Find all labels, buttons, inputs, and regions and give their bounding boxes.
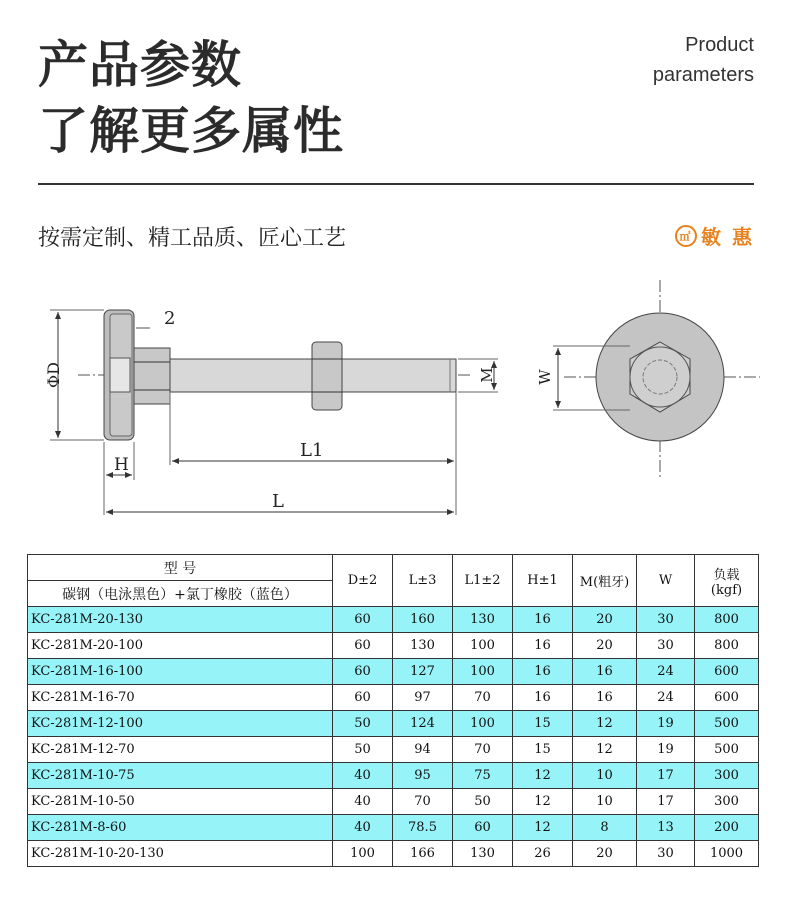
cell-w: 30 [637,841,695,867]
cell-d: 40 [333,763,393,789]
header-m: M(粗牙) [573,555,637,607]
cell-d: 60 [333,607,393,633]
cell-load: 800 [695,633,759,659]
cell-h: 16 [513,685,573,711]
english-title-line1: Product [685,34,754,56]
page-title: 产品参数 [38,36,242,94]
spec-table-body [28,607,759,867]
cell-l: 78.5 [393,815,453,841]
cell-d: 40 [333,789,393,815]
cell-l: 166 [393,841,453,867]
header-load [695,555,759,607]
header-model: 型 号 [28,555,333,581]
cell-model: KC-281M-20-100 [28,633,333,659]
m-label: M [478,367,496,383]
header-h: H±1 [513,555,573,607]
brand-logo [675,221,754,250]
cell-h: 16 [513,633,573,659]
cell-l1: 100 [453,633,513,659]
cell-l: 70 [393,789,453,815]
cell-d: 60 [333,659,393,685]
cell-m: 8 [573,815,637,841]
cell-m: 20 [573,633,637,659]
cell-l1: 130 [453,841,513,867]
cell-l1: 75 [453,763,513,789]
cell-l1: 70 [453,685,513,711]
cell-w: 17 [637,789,695,815]
cell-h: 26 [513,841,573,867]
table-row [28,633,759,659]
table-row [28,789,759,815]
w-label: W [536,369,554,385]
cell-d: 50 [333,737,393,763]
side-view [50,310,498,515]
header-d: D±2 [333,555,393,607]
cell-d: 60 [333,633,393,659]
cell-w: 30 [637,633,695,659]
cell-load: 800 [695,607,759,633]
cell-l: 130 [393,633,453,659]
cell-load: 200 [695,815,759,841]
h-label: H [114,455,129,475]
table-row [28,841,759,867]
cell-model: KC-281M-8-60 [28,815,333,841]
cell-h: 12 [513,815,573,841]
cell-l1: 130 [453,607,513,633]
header-w: W [637,555,695,607]
gap-label: 2 [164,308,176,329]
l1-label: L1 [300,440,324,461]
cell-d: 50 [333,711,393,737]
header-load-line1: 负载 [713,567,740,583]
header-l1: L1±2 [453,555,513,607]
table-row [28,607,759,633]
cell-load: 500 [695,737,759,763]
cell-model: KC-281M-10-50 [28,789,333,815]
cell-load: 300 [695,763,759,789]
header-l: L±3 [393,555,453,607]
cell-model: KC-281M-16-70 [28,685,333,711]
cell-load: 500 [695,711,759,737]
cell-l: 97 [393,685,453,711]
cell-d: 100 [333,841,393,867]
cell-d: 40 [333,815,393,841]
cell-l: 160 [393,607,453,633]
cell-l1: 60 [453,815,513,841]
cell-h: 12 [513,763,573,789]
table-row [28,737,759,763]
brand-logo-icon: ㎡ [675,225,697,247]
header-load-line2: (kgf) [710,582,743,598]
slogan: 按需定制、精工品质、匠心工艺 [38,226,347,251]
page-subtitle: 了解更多属性 [38,102,344,160]
cell-l: 124 [393,711,453,737]
header-material: 碳钢（电泳黑色）+氯丁橡胶（蓝色） [28,581,333,607]
cell-m: 16 [573,685,637,711]
cell-model: KC-281M-10-75 [28,763,333,789]
cell-w: 24 [637,659,695,685]
cell-m: 10 [573,763,637,789]
cell-l: 94 [393,737,453,763]
cell-h: 16 [513,659,573,685]
table-row [28,815,759,841]
cell-w: 24 [637,685,695,711]
technical-drawing [0,270,790,550]
end-view [553,280,760,480]
cell-load: 600 [695,659,759,685]
english-title [653,30,754,90]
cell-l1: 100 [453,711,513,737]
divider [38,183,754,185]
cell-load: 1000 [695,841,759,867]
table-row [28,763,759,789]
english-title-line2: parameters [652,64,754,86]
cell-w: 19 [637,711,695,737]
cell-l1: 100 [453,659,513,685]
phi-d-label: ΦD [44,362,63,388]
cell-load: 600 [695,685,759,711]
cell-m: 10 [573,789,637,815]
brand-name: 敏 惠 [701,225,754,249]
table-row [28,659,759,685]
cell-w: 17 [637,763,695,789]
l-label: L [272,491,284,512]
cell-h: 12 [513,789,573,815]
cell-w: 13 [637,815,695,841]
cell-m: 12 [573,711,637,737]
cell-model: KC-281M-12-70 [28,737,333,763]
cell-l1: 70 [453,737,513,763]
spec-table [27,554,759,867]
table-row [28,685,759,711]
cell-h: 16 [513,607,573,633]
cell-w: 19 [637,737,695,763]
cell-l: 127 [393,659,453,685]
cell-m: 12 [573,737,637,763]
cell-model: KC-281M-12-100 [28,711,333,737]
cell-model: KC-281M-20-130 [28,607,333,633]
cell-d: 60 [333,685,393,711]
cell-l1: 50 [453,789,513,815]
table-row [28,711,759,737]
cell-l: 95 [393,763,453,789]
cell-model: KC-281M-16-100 [28,659,333,685]
cell-w: 30 [637,607,695,633]
cell-load: 300 [695,789,759,815]
cell-m: 20 [573,607,637,633]
cell-m: 16 [573,659,637,685]
cell-h: 15 [513,711,573,737]
cell-h: 15 [513,737,573,763]
cell-m: 20 [573,841,637,867]
cell-model: KC-281M-10-20-130 [28,841,333,867]
